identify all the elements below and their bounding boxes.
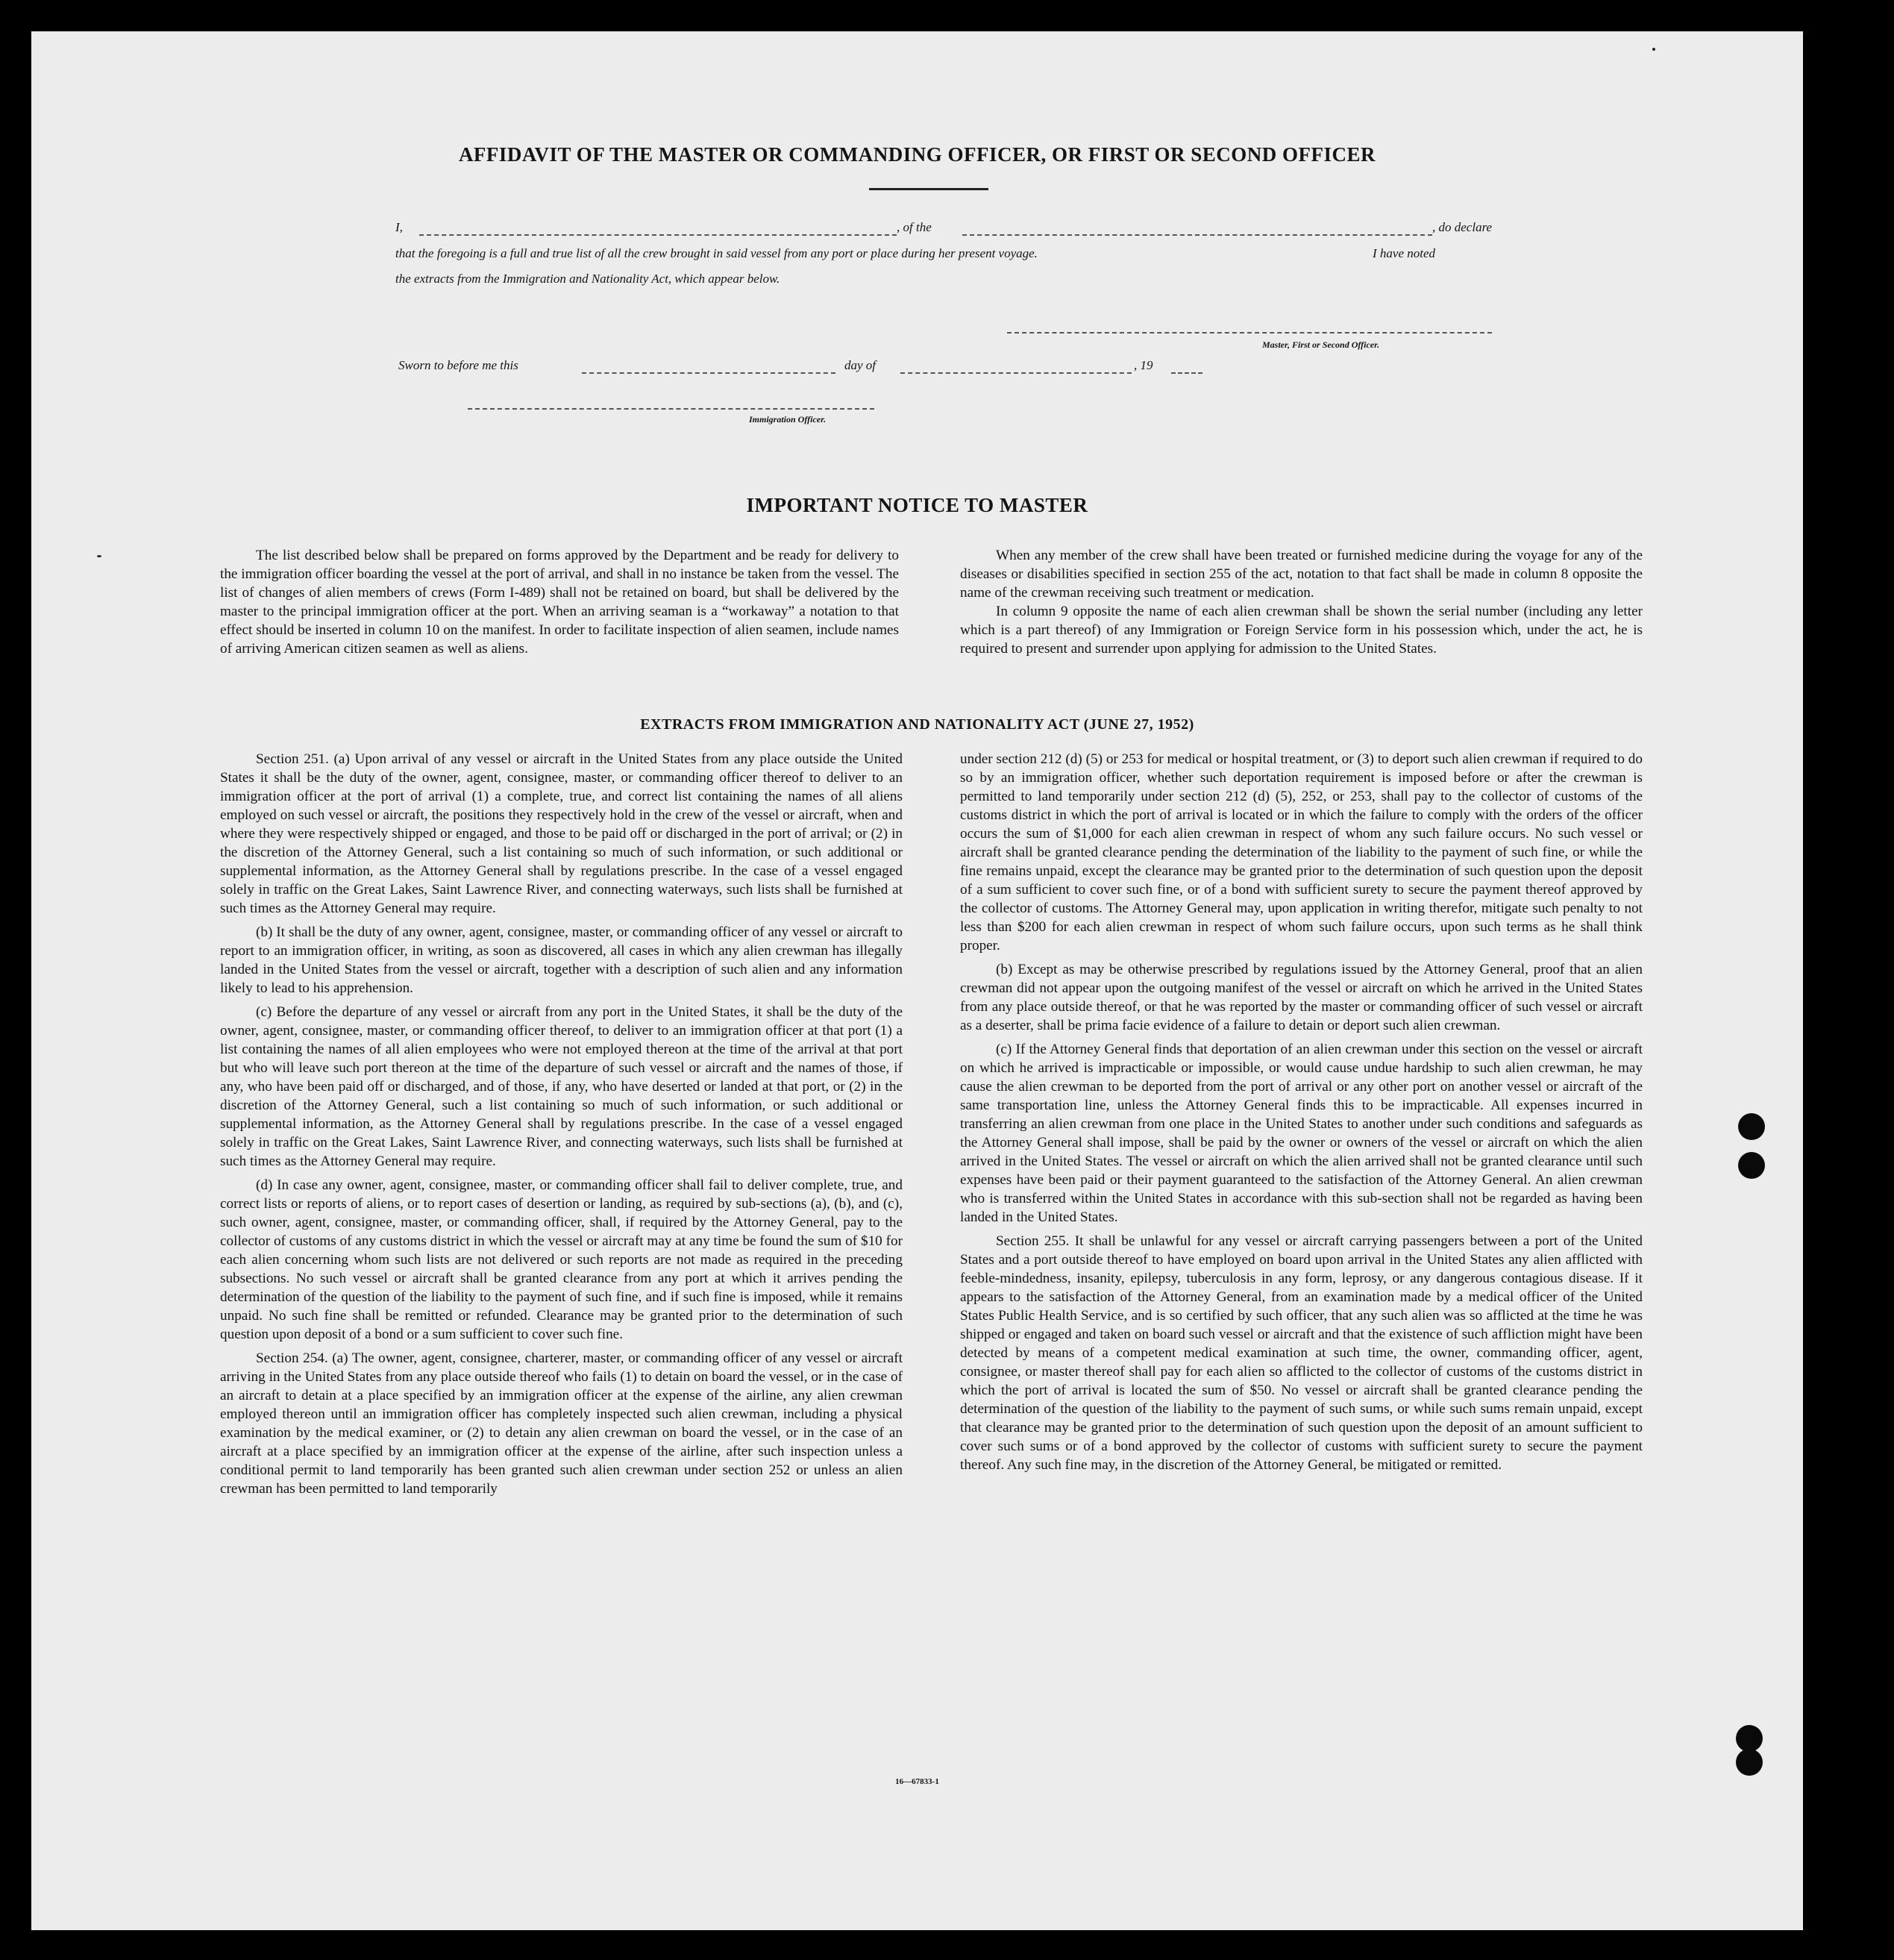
punch-hole-icon	[1738, 1152, 1765, 1179]
signer-caption: Master, First or Second Officer.	[1262, 339, 1380, 350]
extracts-right-column	[960, 750, 1643, 1480]
section-254-c: (c) If the Attorney General finds that deportation of an alien crewman under this section on the vessel or aircraft on which he arrived is impracticable or impossible, or would cause undue hardship to such alien crewman, he may cause the alien crewman to be deported from the port of arrival or any other port on another vessel or aircraft of the same transportation line, unless the Attorney General finds this to be impracticable. All expenses incurred in transferring an alien crewman from one place in the United States to another under such conditions and safeguards as the Attorney General shall impose, shall be paid by the owner or owners of the vessel or aircraft on which the alien arrived in the United States. The vessel or aircraft on which the alien arrived shall not be granted clearance until such expenses have been paid or their payment guaranteed to the satisfaction of the Attorney General. An alien crewman who is transferred within the United States in accordance with this sub-section shall not be regarded as having been landed in the United States.	[960, 1042, 1643, 1225]
notice-right-column	[960, 546, 1643, 663]
signature-field[interactable]	[1007, 332, 1492, 334]
title-divider	[869, 188, 988, 190]
day-of-label: day of	[844, 358, 877, 372]
notice-left-column	[220, 546, 899, 663]
notice-right-paragraph-2: In column 9 opposite the name of each alien crewman shall be shown the serial number (including any letter which is a part thereof) of any Immigration or Foreign Service form in his possession which, under the act, he is required to present and surrender upon applying for admission to the United States.	[960, 604, 1643, 657]
vessel-field[interactable]	[962, 234, 1432, 236]
of-the-label: , of the	[897, 220, 932, 234]
sworn-label: Sworn to before me this	[398, 358, 518, 372]
section-251-c: (c) Before the departure of any vessel or aircraft from any port in the United States, it shall be the duty of the owner, agent, consignee, master, or commanding officer thereof, to deliver to an immigration officer at that port (1) a list containing the names of all alien employees who were not employed thereon at the time of the arrival at that port but who will leave such port thereon at the time of the departure of such vessel or aircraft and the names of those, if any, who have been paid off or discharged, and of those, if any, who have deserted or landed at that port, or (2) in the discretion of the Attorney General, such a list containing so much of such information, or such additional or supplemental information, as the Attorney General shall by regulations prescribe. In the case of a vessel engaged solely in traffic on the Great Lakes, Saint Lawrence River, and connecting waterways, such lists shall be furnished at such times as the Attorney General may require.	[220, 1004, 903, 1169]
section-254-a: Section 254. (a) The owner, agent, consignee, charterer, master, or commanding officer of any vessel or aircraft arriving in the United States from any place outside thereof who fails (1) to detain on board the vessel, or in the case of an aircraft to detain at a place specified by an immigration officer at the expense of the airline, any alien crewman employed thereon until an immigration officer has completely inspected such alien crewman, including a physical examination by the medical examiner, or (2) to detain any alien crewman on board the vessel, or in the case of an aircraft at a place specified by an immigration officer at the expense of the airline, after such inspection unless a conditional permit to land temporarily has been granted such alien crewman under section 252 or unless an alien crewman has been permitted to land temporarily	[220, 1350, 903, 1497]
officer-signature-field[interactable]	[468, 408, 874, 410]
sworn-year-field[interactable]	[1171, 372, 1202, 374]
section-251-b: (b) It shall be the duty of any owner, agent, consignee, master, or commanding officer of any vessel or aircraft to report to an immigration officer, in writing, as soon as discovered, all cases in which any alien crewman has illegally landed in the United States from the vessel or aircraft, together with a description of such alien and any information likely to lead to his apprehension.	[220, 924, 903, 996]
sworn-month-field[interactable]	[900, 372, 1132, 374]
section-254-b: (b) Except as may be otherwise prescribed by regulations issued by the Attorney General, proof that an alien crewman did not appear upon the outgoing manifest of the vessel or aircraft on which he arrived in the United States from any place outside thereof, or that he was reported by the master or commanding officer of such vessel or aircraft as a deserter, shall be prima facie evidence of a failure to detain or deport such alien crewman.	[960, 962, 1643, 1033]
section-254-a-continued: under section 212 (d) (5) or 253 for medical or hospital treatment, or (3) to deport such alien crewman if required to do so by an immigration officer, whether such deportation requirement is imposed before or after the crewman is permitted to land temporarily under section 212 (d) (5), 252, or 253, shall pay to the collector of customs of the customs district in which the port of arrival is located or in which the failure to comply with the orders of the officer occurs the sum of $1,000 for each alien crewman in respect of whom any such failure occurs. No such vessel or aircraft shall be granted clearance pending the determination of the liability to the payment of such fine, or while the fine remains unpaid, except the clearance may be granted prior to the determination of such question upon the deposit of a sum sufficient to cover such fine, or of a bond with sufficient surety to secure the payment thereof approved by the collector of customs. The Attorney General may, upon application in writing therefor, mitigate such penalty to not less than $200 for each alien crewman in respect of whom such failure occurs, upon such terms as he shall think proper.	[960, 751, 1643, 954]
name-field[interactable]	[419, 234, 897, 236]
extracts-title: EXTRACTS FROM IMMIGRATION AND NATIONALITY ACT (JUNE 27, 1952)	[640, 716, 1194, 733]
form-page	[31, 31, 1803, 1930]
scan-speck	[97, 555, 101, 557]
affidavit-title: AFFIDAVIT OF THE MASTER OR COMMANDING OFFICER, OR FIRST OR SECOND OFFICER	[458, 143, 1376, 166]
section-255: Section 255. It shall be unlawful for any vessel or aircraft carrying passengers between a port of the United States and a port outside thereof to have employed on board upon arrival in the United States any alien afflicted with feeble-mindedness, insanity, epilepsy, tuberculosis in any form, leprosy, or any dangerous contagious disease. If it appears to the satisfaction of the Attorney General, from an examination made by a medical officer of the United States Public Health Service, and is so certified by such officer, that any such alien was so afflicted at the time he was shipped or engaged and taken on board such vessel or aircraft and that the existence of such affliction might have been detected by means of a competent medical examination at such time, the owner, commanding officer, agent, consignee, or master thereof shall pay for each alien so afflicted to the collector of customs of the customs district in which the port of arrival is located the sum of $50. No vessel or aircraft shall be granted clearance pending the determination of the question of the liability to the payment of such sums, or while such sums remain unpaid, except that clearance may be granted prior to the determination of such question upon the deposit of an amount sufficient to cover such sums or of a bond approved by the collector of customs with sufficient surety to secure the payment thereof. Any such fine may, in the discretion of the Attorney General, be mitigated or remitted.	[960, 1233, 1643, 1473]
notice-right-paragraph-1: When any member of the crew shall have been treated or furnished medicine during the voyage for any of the diseases or disabilities specified in section 255 of the act, notation to that fact shall be made in column 8 opposite the name of the crewman receiving such treatment or medication.	[960, 548, 1643, 601]
affidavit-line-2: that the foregoing is a full and true list of all the crew brought in said vessel from any port or place during her present voyage.	[395, 246, 1038, 260]
affidavit-line-3: the extracts from the Immigration and Nationality Act, which appear below.	[395, 272, 780, 286]
year-label: , 19	[1134, 358, 1153, 372]
sworn-day-field[interactable]	[582, 372, 835, 374]
scan-speck	[1652, 48, 1655, 51]
do-declare-label: , do declare	[1432, 220, 1493, 234]
section-251-a: Section 251. (a) Upon arrival of any vessel or aircraft in the United States from any place outside the United States it shall be the duty of the owner, agent, consignee, master, or commanding officer thereof to deliver to an immigration officer at the port of arrival (1) a complete, true, and correct list containing the names of all aliens employed on such vessel or aircraft, the positions they respectively hold in the crew of the vessel or aircraft, when and where they were respectively shipped or engaged, and those to be paid off or discharged in the port of arrival; or (2) in the discretion of the Attorney General, such a list containing so much of such information, or such additional or supplemental information, as the Attorney General shall by regulations prescribe. In the case of a vessel engaged solely in traffic on the Great Lakes, Saint Lawrence River, and connecting waterways, such lists shall be furnished at such times as the Attorney General may require.	[220, 751, 903, 916]
extracts-left-column	[220, 750, 903, 1503]
form-code: 16—67833-1	[895, 1777, 939, 1786]
officer-caption: Immigration Officer.	[749, 414, 827, 425]
section-251-d: (d) In case any owner, agent, consignee, master, or commanding officer shall fail to deliver complete, true, and correct lists or reports of aliens, or to report cases of desertion or landing, as required by sub-sections (a), (b), and (c), such owner, agent, consignee, master, or commanding officer, shall, if required by the Attorney General, pay to the collector of customs of any customs district in which the vessel or aircraft may at any time be found the sum of $10 for each alien concerning whom such lists are not delivered or such reports are not made as required in the preceding subsections. No such vessel or aircraft shall be granted clearance from any port at which it arrives pending the determination of the question of the liability to the payment of such fine, and if such fine is imposed, while it remains unpaid. No such fine shall be remitted or refunded. Clearance may be granted prior to the determination of such question upon deposit of a bond or a sum sufficient to cover such fine.	[220, 1177, 903, 1342]
i-label: I,	[395, 220, 403, 234]
notice-title: IMPORTANT NOTICE TO MASTER	[746, 494, 1088, 516]
punch-hole-icon	[1736, 1749, 1763, 1776]
affidavit-noted: I have noted	[1373, 246, 1436, 260]
punch-hole-icon	[1738, 1113, 1765, 1140]
punch-hole-icon	[1736, 1725, 1763, 1752]
notice-left-paragraph: The list described below shall be prepared on forms approved by the Department and be ready for delivery to the immigration officer boarding the vessel at the port of arrival, and shall in no instance be taken from the vessel. The list of changes of alien members of crews (Form I-489) shall not be retained on board, but shall be delivered by the master to the principal immigration officer at the port. When an arriving seaman is a “workaway” a notation to that effect should be inserted in column 10 on the manifest. In order to facilitate inspection of alien seamen, include names of arriving American citizen seamen as well as aliens.	[220, 548, 899, 657]
